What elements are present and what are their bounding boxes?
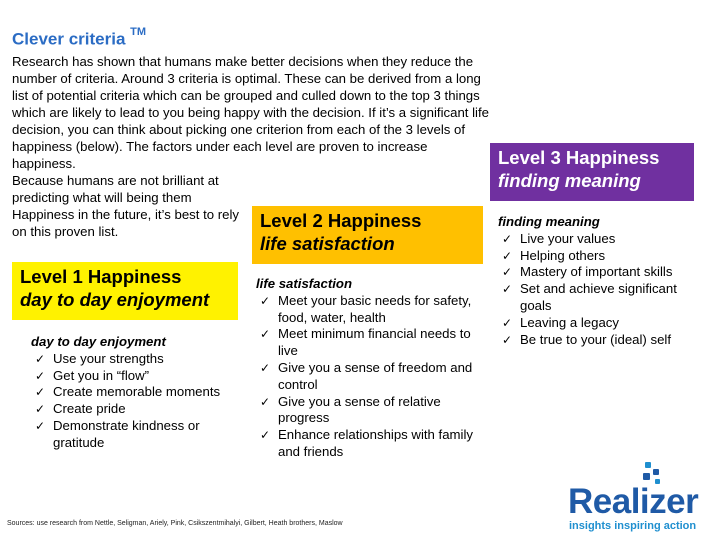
level-1-box [12, 262, 238, 320]
list-item: ✓ Set and achieve significant goals [502, 281, 677, 313]
check-icon: ✓ [502, 282, 513, 297]
list-item: ✓ Create memorable moments [35, 384, 221, 400]
trademark-mark: TM [130, 26, 147, 38]
check-icon: ✓ [260, 327, 271, 342]
list-item: ✓ Demonstrate kindness or gratitude [35, 417, 200, 450]
list-item: ✓ Give you a sense of relative progress [260, 393, 441, 426]
level-3-subtitle: finding meaning [498, 170, 641, 191]
check-icon: ✓ [35, 402, 46, 417]
list-item: ✓ Create pride [35, 401, 126, 417]
check-icon: ✓ [502, 248, 513, 263]
level-2-box [252, 206, 483, 264]
check-icon: ✓ [502, 265, 513, 280]
sources-footnote: Sources: use research from Nettle, Seligman, Ariely, Pink, Csikszentmihalyi, Gilbert, Heath brothers, Maslow [7, 520, 343, 527]
check-icon: ✓ [260, 293, 271, 308]
realizer-logo [566, 462, 716, 532]
list-item: ✓ Get you in “flow” [35, 367, 150, 383]
check-icon: ✓ [502, 231, 513, 246]
check-icon: ✓ [35, 385, 46, 400]
list-item: ✓ Give you a sense of freedom and control [260, 359, 473, 392]
title-text: Clever criteria [12, 29, 126, 49]
level-2-subtitle: life satisfaction [260, 233, 395, 254]
level-2-list [256, 276, 486, 461]
level-2-list-heading: life satisfaction [256, 276, 353, 291]
list-item: ✓ Meet your basic needs for safety, food, water, health [260, 292, 472, 325]
level-2-title: Level 2 Happiness [260, 210, 422, 231]
list-item: ✓ Mastery of important skills [502, 264, 673, 280]
page-title [12, 26, 147, 50]
level-1-subtitle: day to day enjoyment [20, 289, 210, 310]
check-icon: ✓ [35, 418, 46, 433]
level-3-list-heading: finding meaning [498, 214, 600, 229]
intro-paragraph: Research has shown that humans make better decisions when they reduce the number of criteria. Around 3 criteria is optimal. These can be derived from a long list of potential criteria which can be grouped and culled down to the top 3 things which are likely to lead to you being happy with the decision. If it’s a significant life decision, you can think about picking one criterion from each of the 3 levels of happiness (below). The factors under each level are proven to increase happiness. [12, 54, 489, 171]
check-icon: ✓ [35, 351, 46, 366]
level-1-title: Level 1 Happiness [20, 266, 182, 287]
level-1-list [31, 334, 236, 452]
list-item: ✓ Live your values [502, 230, 616, 246]
list-item: ✓ Enhance relationships with family and friends [260, 427, 473, 459]
list-item: ✓ Leaving a legacy [502, 314, 619, 330]
list-item: ✓ Meet minimum financial needs to live [260, 326, 471, 359]
check-icon: ✓ [502, 332, 513, 347]
level-3-title: Level 3 Happiness [498, 147, 660, 168]
list-item: ✓ Helping others [502, 247, 606, 263]
list-item: ✓ Use your strengths [35, 350, 164, 366]
check-icon: ✓ [35, 368, 46, 383]
check-icon: ✓ [260, 428, 271, 443]
level-3-box [490, 143, 694, 201]
check-icon: ✓ [502, 315, 513, 330]
list-item: ✓ Be true to your (ideal) self [502, 331, 671, 347]
intro-paragraph-2: Because humans are not brilliant at predicting what will being them Happiness in the future, it’s best to rely on this proven list. [12, 173, 239, 239]
level-3-list [498, 214, 708, 348]
check-icon: ✓ [260, 394, 271, 409]
check-icon: ✓ [260, 360, 271, 375]
level-1-list-heading: day to day enjoyment [31, 334, 166, 349]
logo-wordmark: Realizer [568, 482, 699, 521]
logo-tagline: insights inspiring action [569, 520, 697, 532]
